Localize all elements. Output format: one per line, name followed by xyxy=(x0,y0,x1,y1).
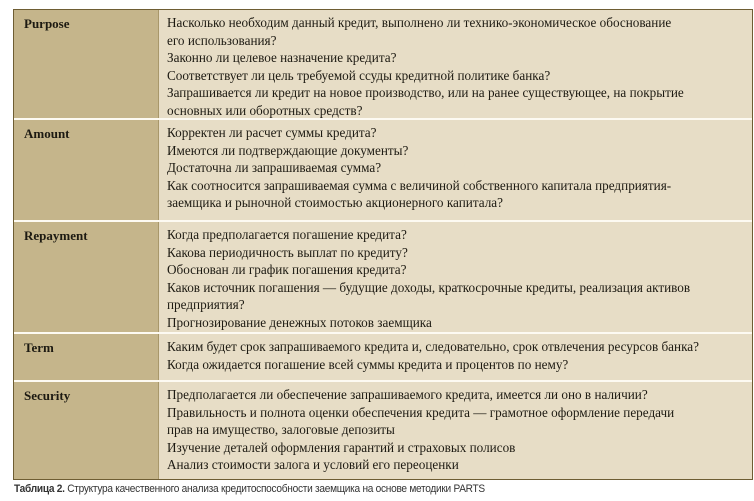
content-line: Насколько необходим данный кредит, выполнено ли технико-экономическое обоснование xyxy=(167,15,672,30)
content-line: Каков источник погашения — будущие доходы, краткосрочные кредиты, реализация активов xyxy=(167,279,691,295)
content-line: Достаточна ли запрашиваемая сумма? xyxy=(167,160,382,176)
row-content xyxy=(159,382,752,479)
table-row-purpose xyxy=(14,10,752,118)
content-line: Корректен ли расчет суммы кредита? xyxy=(167,125,377,140)
caption-text: Структура качественного анализа кредитоспособности заемщика на основе методики PARTS xyxy=(64,483,485,495)
parts-table xyxy=(13,9,753,480)
table-row-security xyxy=(14,380,752,479)
row-content xyxy=(159,222,752,332)
row-label: Amount xyxy=(14,120,159,220)
content-line: Когда ожидается погашение всей суммы кредита и процентов по нему? xyxy=(167,356,569,372)
table-caption xyxy=(14,483,485,495)
table-row-term xyxy=(14,332,752,380)
content-line: прав на имущество, залоговые депозиты xyxy=(167,422,395,438)
content-line: предприятия? xyxy=(167,297,245,313)
content-line: Как соотносится запрашиваемая сумма с величиной собственного капитала предприятия- xyxy=(167,177,672,193)
row-label: Security xyxy=(14,382,159,479)
content-line: Запрашивается ли кредит на новое производство, или на ранее существующее, на покрытие xyxy=(167,85,684,101)
content-line: Изучение деталей оформления гарантий и страховых полисов xyxy=(167,439,516,455)
row-label: Repayment xyxy=(14,222,159,332)
content-line: Обоснован ли график погашения кредита? xyxy=(167,262,407,278)
row-content xyxy=(159,334,752,380)
content-line: Анализ стоимости залога и условий его переоценки xyxy=(167,457,459,473)
table-row-amount xyxy=(14,118,752,220)
content-line: его использования? xyxy=(167,32,277,48)
row-content xyxy=(159,120,752,220)
content-line: заемщика и рыночной стоимостью акционерного капитала? xyxy=(167,195,504,211)
content-line: Имеются ли подтверждающие документы? xyxy=(167,142,409,158)
content-line: основных или оборотных средств? xyxy=(167,102,363,118)
row-label: Purpose xyxy=(14,10,159,118)
row-content xyxy=(159,10,752,118)
content-line: Какова периодичность выплат по кредиту? xyxy=(167,244,408,260)
table-row-repayment xyxy=(14,220,752,332)
caption-prefix: Таблица 2. xyxy=(14,483,65,495)
content-line: Правильность и полнота оценки обеспечения кредита — грамотное оформление передачи xyxy=(167,404,675,420)
row-label: Term xyxy=(14,334,159,380)
content-line: Каким будет срок запрашиваемого кредита и, следовательно, срок отвлечения ресурсов банка? xyxy=(167,339,699,354)
content-line: Законно ли целевое назначение кредита? xyxy=(167,50,397,66)
content-line: Предполагается ли обеспечение запрашиваемого кредита, имеется ли оно в наличии? xyxy=(167,387,648,402)
content-line: Когда предполагается погашение кредита? xyxy=(167,227,407,242)
content-line: Прогнозирование денежных потоков заемщика xyxy=(167,314,432,330)
content-line: Соответствует ли цель требуемой ссуды кредитной политике банка? xyxy=(167,67,551,83)
